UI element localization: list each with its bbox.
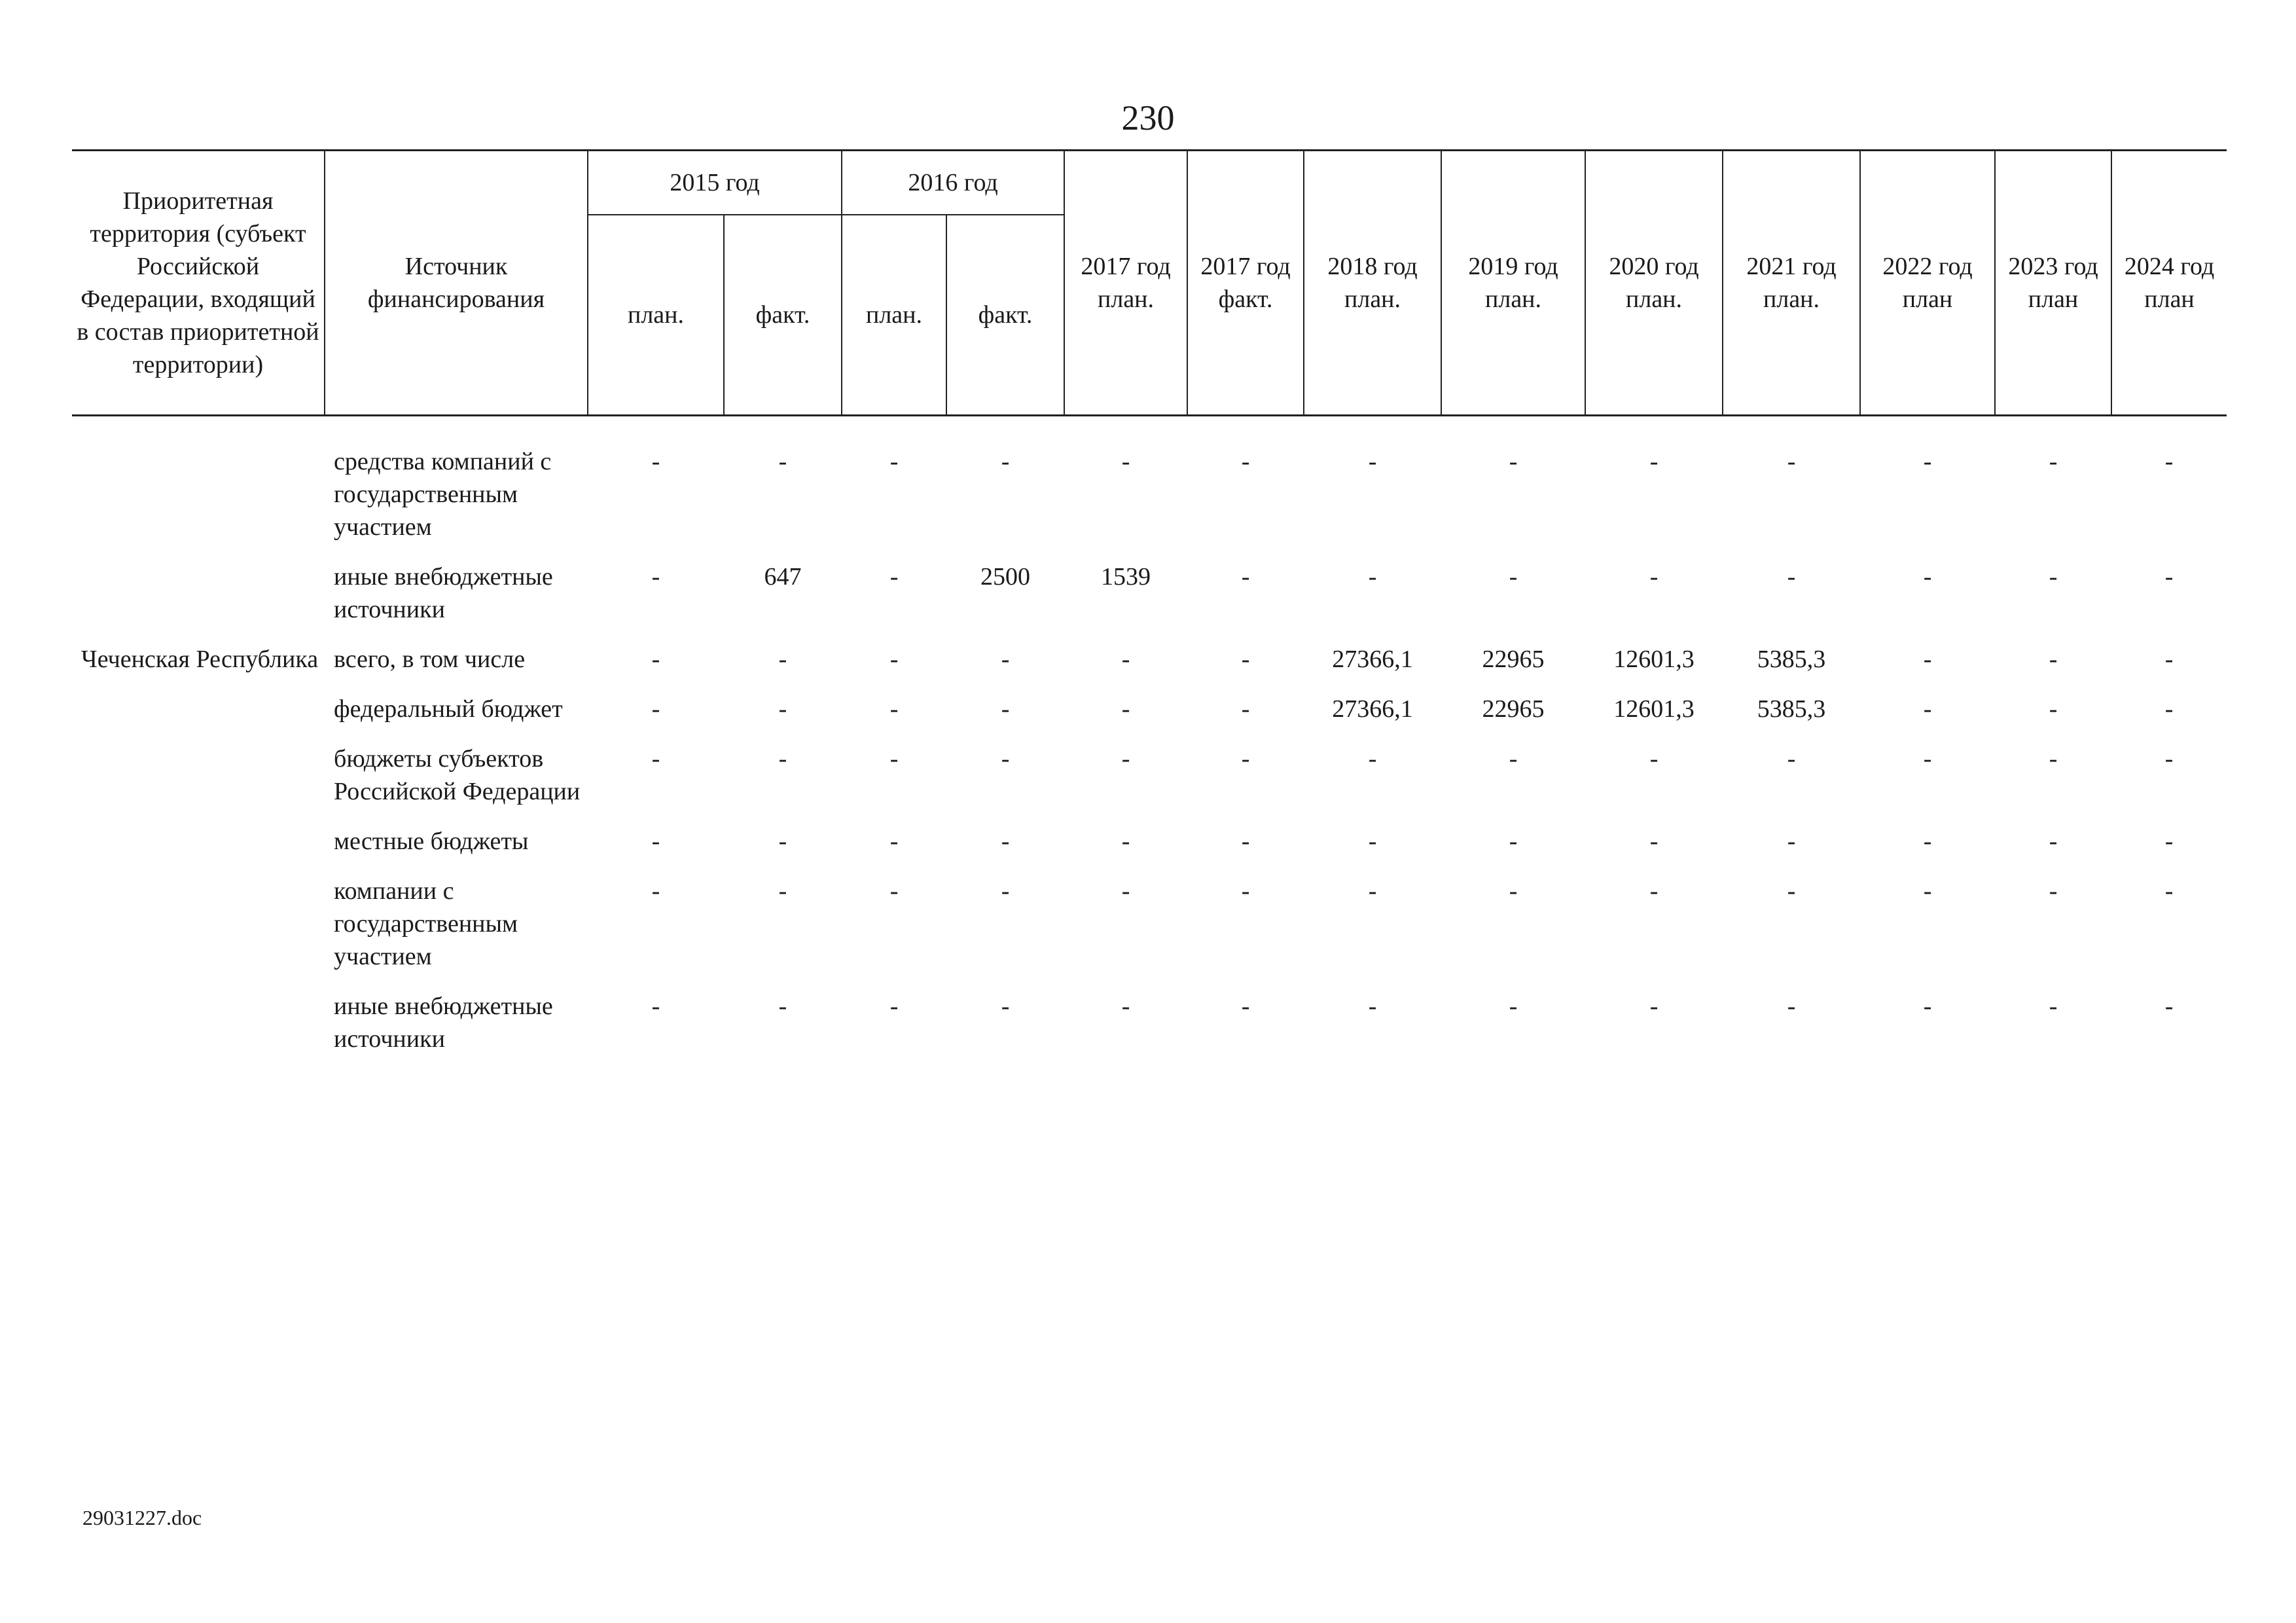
row-value: - bbox=[2049, 448, 2058, 475]
row-value: - bbox=[1509, 828, 1518, 855]
row-value: - bbox=[1923, 448, 1932, 475]
row-value: - bbox=[2049, 745, 2058, 773]
row-source: бюджеты субъектов Российской Федерации bbox=[334, 745, 581, 805]
row-value: - bbox=[778, 745, 787, 773]
header-2017-plan: 2017 год план. bbox=[1064, 151, 1187, 416]
row-value: - bbox=[1509, 877, 1518, 905]
row-value: - bbox=[1241, 646, 1250, 673]
row-value: - bbox=[2164, 993, 2174, 1020]
row-value: 2500 bbox=[980, 563, 1031, 591]
row-value: - bbox=[1241, 828, 1250, 855]
row-value: - bbox=[889, 448, 899, 475]
row-value: 647 bbox=[764, 563, 802, 591]
table-header bbox=[72, 151, 2227, 416]
row-territory bbox=[72, 445, 325, 543]
header-year-2016: 2016 год bbox=[842, 151, 1064, 215]
row-source: иные внебюджетные источники bbox=[334, 563, 553, 623]
table-row bbox=[72, 693, 2227, 725]
row-value: 27366,1 bbox=[1332, 646, 1413, 673]
row-value: - bbox=[1241, 448, 1250, 475]
row-value: - bbox=[1787, 877, 1796, 905]
row-value: - bbox=[1121, 877, 1130, 905]
header-2019-plan: 2019 год план. bbox=[1441, 151, 1585, 416]
row-value: - bbox=[1241, 563, 1250, 591]
row-value: - bbox=[2049, 877, 2058, 905]
header-2017-fact: 2017 год факт. bbox=[1187, 151, 1304, 416]
row-value: - bbox=[1368, 828, 1377, 855]
row-value: - bbox=[889, 646, 899, 673]
row-value: 12601,3 bbox=[1613, 695, 1695, 723]
row-value: 22965 bbox=[1482, 646, 1545, 673]
row-value: - bbox=[1121, 745, 1130, 773]
row-value: - bbox=[2164, 448, 2174, 475]
row-value: 22965 bbox=[1482, 695, 1545, 723]
row-value: - bbox=[1241, 745, 1250, 773]
row-value: - bbox=[1121, 448, 1130, 475]
header-2018-plan: 2018 год план. bbox=[1304, 151, 1441, 416]
header-year-2015: 2015 год bbox=[588, 151, 842, 215]
row-value: - bbox=[1001, 646, 1010, 673]
row-value: - bbox=[1787, 563, 1796, 591]
row-value: - bbox=[2164, 695, 2174, 723]
row-value: - bbox=[2049, 993, 2058, 1020]
row-source: федеральный бюджет bbox=[334, 695, 563, 723]
row-territory bbox=[72, 875, 325, 973]
row-value: - bbox=[1923, 646, 1932, 673]
row-value: - bbox=[651, 646, 660, 673]
row-value: - bbox=[651, 563, 660, 591]
header-2021-plan: 2021 год план. bbox=[1723, 151, 1860, 416]
row-value: - bbox=[1923, 993, 1932, 1020]
row-value: - bbox=[1368, 877, 1377, 905]
row-source: всего, в том числе bbox=[334, 646, 526, 673]
page-number: 230 bbox=[1121, 98, 1175, 137]
row-value: - bbox=[889, 877, 899, 905]
row-value: - bbox=[1368, 563, 1377, 591]
row-value: - bbox=[1649, 448, 1659, 475]
row-value: - bbox=[1001, 695, 1010, 723]
row-value: - bbox=[1787, 993, 1796, 1020]
row-value: - bbox=[1001, 993, 1010, 1020]
row-value: - bbox=[1001, 448, 1010, 475]
row-value: - bbox=[889, 695, 899, 723]
row-value: - bbox=[778, 646, 787, 673]
row-value: - bbox=[2164, 877, 2174, 905]
row-value: - bbox=[1368, 448, 1377, 475]
row-source: местные бюджеты bbox=[334, 828, 529, 855]
row-value: 1539 bbox=[1101, 563, 1151, 591]
table-row bbox=[72, 560, 2227, 626]
row-source: компании с государственным участием bbox=[334, 877, 518, 970]
row-territory bbox=[72, 742, 325, 808]
row-value: - bbox=[2049, 563, 2058, 591]
header-2016-plan: план. bbox=[842, 215, 946, 416]
row-value: - bbox=[2164, 646, 2174, 673]
row-source: иные внебюджетные источники bbox=[334, 993, 553, 1053]
header-2015-fact: факт. bbox=[724, 215, 842, 416]
row-value: - bbox=[2049, 828, 2058, 855]
row-value: - bbox=[778, 448, 787, 475]
row-value: - bbox=[1649, 877, 1659, 905]
header-2016-fact: факт. bbox=[946, 215, 1064, 416]
row-territory bbox=[72, 990, 325, 1055]
row-value: 5385,3 bbox=[1757, 646, 1826, 673]
header-2024-plan: 2024 год план bbox=[2111, 151, 2227, 416]
row-value: - bbox=[1509, 448, 1518, 475]
row-value: - bbox=[1121, 993, 1130, 1020]
row-value: 12601,3 bbox=[1613, 646, 1695, 673]
row-value: - bbox=[1121, 695, 1130, 723]
row-territory bbox=[72, 825, 325, 858]
header-2022-plan: 2022 год план bbox=[1860, 151, 1995, 416]
row-value: - bbox=[651, 828, 660, 855]
row-value: - bbox=[1368, 745, 1377, 773]
header-2020-plan: 2020 год план. bbox=[1585, 151, 1723, 416]
row-value: - bbox=[651, 877, 660, 905]
row-value: - bbox=[1001, 828, 1010, 855]
table-row bbox=[72, 875, 2227, 973]
header-source: Источник финансирования bbox=[325, 151, 588, 416]
row-value: - bbox=[1923, 563, 1932, 591]
row-value: - bbox=[1787, 745, 1796, 773]
row-value: - bbox=[778, 993, 787, 1020]
row-value: - bbox=[778, 695, 787, 723]
row-value: - bbox=[1923, 877, 1932, 905]
table-row bbox=[72, 742, 2227, 808]
row-value: - bbox=[1649, 563, 1659, 591]
row-value: - bbox=[1649, 745, 1659, 773]
row-value: - bbox=[651, 695, 660, 723]
row-value: 5385,3 bbox=[1757, 695, 1826, 723]
header-2015-plan: план. bbox=[588, 215, 724, 416]
header-territory: Приоритетная территория (субъект Российской Федерации, входящий в состав приоритетной территории) bbox=[72, 151, 325, 416]
row-value: - bbox=[778, 828, 787, 855]
row-territory bbox=[72, 560, 325, 626]
row-value: - bbox=[1923, 695, 1932, 723]
header-2023-plan: 2023 год план bbox=[1995, 151, 2111, 416]
row-value: - bbox=[2164, 745, 2174, 773]
row-value: - bbox=[1241, 993, 1250, 1020]
table-row bbox=[72, 445, 2227, 543]
row-value: - bbox=[1001, 877, 1010, 905]
row-value: - bbox=[1121, 646, 1130, 673]
table-row bbox=[72, 990, 2227, 1055]
financing-table bbox=[72, 149, 2227, 1072]
row-value: - bbox=[1649, 828, 1659, 855]
row-value: - bbox=[778, 877, 787, 905]
row-value: - bbox=[889, 828, 899, 855]
table-row bbox=[72, 825, 2227, 858]
row-value: - bbox=[1787, 828, 1796, 855]
row-value: - bbox=[651, 993, 660, 1020]
row-value: - bbox=[1241, 695, 1250, 723]
row-value: - bbox=[2049, 646, 2058, 673]
row-value: - bbox=[1509, 563, 1518, 591]
row-territory bbox=[72, 693, 325, 725]
row-value: - bbox=[1509, 745, 1518, 773]
row-value: - bbox=[889, 993, 899, 1020]
row-value: - bbox=[1649, 993, 1659, 1020]
footer-file-name: 29031227.doc bbox=[82, 1506, 202, 1529]
row-value: - bbox=[889, 745, 899, 773]
row-territory: Чеченская Республика bbox=[81, 646, 319, 673]
row-value: - bbox=[651, 745, 660, 773]
row-value: - bbox=[1241, 877, 1250, 905]
row-value: - bbox=[1368, 993, 1377, 1020]
row-value: - bbox=[1509, 993, 1518, 1020]
table-body bbox=[72, 416, 2227, 1073]
row-value: - bbox=[1121, 828, 1130, 855]
row-value: - bbox=[1923, 745, 1932, 773]
row-value: - bbox=[1787, 448, 1796, 475]
row-value: - bbox=[889, 563, 899, 591]
row-value: - bbox=[651, 448, 660, 475]
row-value: 27366,1 bbox=[1332, 695, 1413, 723]
row-value: - bbox=[2164, 563, 2174, 591]
row-source: средства компаний с государственным участием bbox=[334, 448, 552, 541]
row-value: - bbox=[2164, 828, 2174, 855]
row-value: - bbox=[1923, 828, 1932, 855]
table-row bbox=[72, 643, 2227, 676]
row-value: - bbox=[1001, 745, 1010, 773]
row-value: - bbox=[2049, 695, 2058, 723]
